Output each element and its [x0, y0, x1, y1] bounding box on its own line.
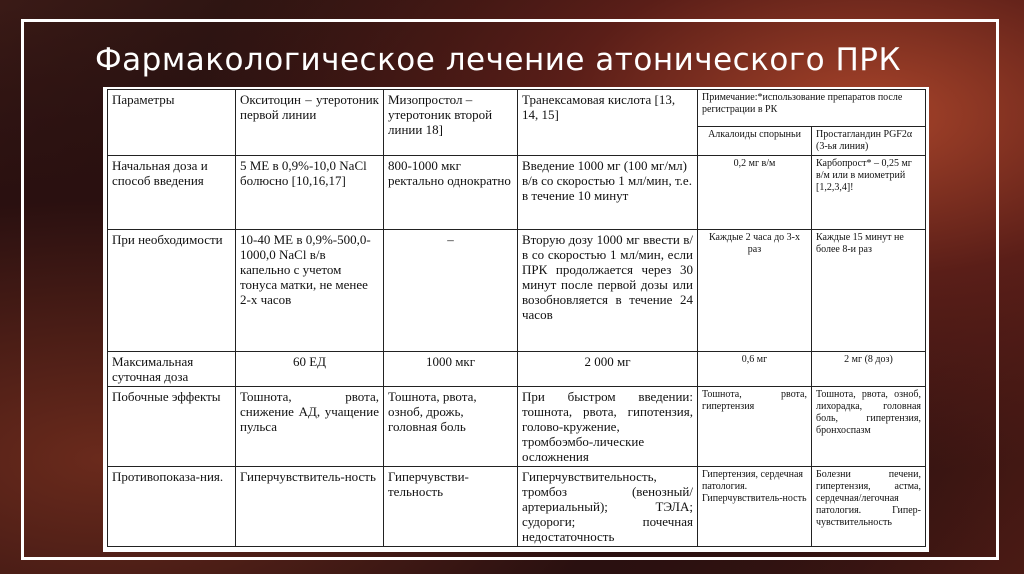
cell-ergot: Тошнота, рвота, гипертензия — [698, 387, 812, 467]
cell-param: Противопоказа-ния. — [108, 467, 236, 547]
cell-misoprostol: 800-1000 мкг ректально однократно — [384, 156, 518, 230]
cell-param: Начальная доза и способ введения — [108, 156, 236, 230]
header-row — [108, 90, 926, 127]
cell-prostaglandin: Каждые 15 минут не более 8-и раз — [812, 230, 926, 352]
cell-ergot: Каждые 2 часа до 3-х раз — [698, 230, 812, 352]
header-params: Параметры — [108, 90, 236, 156]
document-image — [103, 87, 929, 552]
header-tranexamic: Транексамовая кислота [13, 14, 15] — [518, 90, 698, 156]
cell-ergot: 0,2 мг в/м — [698, 156, 812, 230]
table-row — [108, 387, 926, 467]
cell-prostaglandin: Болезни печени, гипертензия, астма, сердечная/легочная патология. Гипер-чувствительность — [812, 467, 926, 547]
table-row — [108, 230, 926, 352]
cell-oxytocin: Гиперчувствитель-ность — [236, 467, 384, 547]
cell-oxytocin: 60 ЕД — [236, 352, 384, 387]
cell-tranexamic: 2 000 мг — [518, 352, 698, 387]
cell-ergot: Гипертензия, сердечная патология. Гиперчувствитель-ность — [698, 467, 812, 547]
treatment-table — [107, 89, 926, 547]
cell-oxytocin: 5 МЕ в 0,9%-10,0 NaCl болюсно [10,16,17] — [236, 156, 384, 230]
cell-misoprostol: – — [384, 230, 518, 352]
cell-oxytocin: Тошнота, рвота, снижение АД, учащение пульса — [236, 387, 384, 467]
cell-param: При необходимости — [108, 230, 236, 352]
table-row — [108, 156, 926, 230]
cell-prostaglandin: 2 мг (8 доз) — [812, 352, 926, 387]
header-prostaglandin: Простагландин PGF2α (3-ья линия) — [812, 127, 926, 156]
header-note: Примечание:*использование препаратов после регистрации в РК — [698, 90, 926, 127]
cell-tranexamic: Гиперчувствительность, тромбоз (венозный/артериальный); ТЭЛА; судороги; почечная недостаточность — [518, 467, 698, 547]
table-row — [108, 352, 926, 387]
header-ergot: Алкалоиды спорыньи — [698, 127, 812, 156]
cell-oxytocin: 10-40 МЕ в 0,9%-500,0-1000,0 NaCl в/в капельно с учетом тонуса матки, не менее 2-х часов — [236, 230, 384, 352]
cell-prostaglandin: Карбопрост* – 0,25 мг в/м или в миометрий [1,2,3,4]! — [812, 156, 926, 230]
cell-param: Побочные эффекты — [108, 387, 236, 467]
cell-param: Максимальная суточная доза — [108, 352, 236, 387]
cell-ergot: 0,6 мг — [698, 352, 812, 387]
cell-misoprostol: 1000 мкг — [384, 352, 518, 387]
header-misoprostol: Мизопростол – утеротоник второй линии 18] — [384, 90, 518, 156]
cell-tranexamic: Введение 1000 мг (100 мг/мл) в/в со скоростью 1 мл/мин, т.е. в течение 10 минут — [518, 156, 698, 230]
cell-misoprostol: Тошнота, рвота, озноб, дрожь, головная боль — [384, 387, 518, 467]
table-row — [108, 467, 926, 547]
cell-prostaglandin: Тошнота, рвота, озноб, лихорадка, головная боль, гипертензия, бронхоспазм — [812, 387, 926, 467]
cell-misoprostol: Гиперчувстви-тельность — [384, 467, 518, 547]
header-oxytocin: Окситоцин – утеротоник первой линии — [236, 90, 384, 156]
slide-title: Фармакологическое лечение атонического ПРК — [95, 42, 901, 78]
cell-tranexamic: При быстром введении: тошнота, рвота, гипотензия, голово-кружение, тромбоэмбо-лические осложнения — [518, 387, 698, 467]
cell-tranexamic: Вторую дозу 1000 мг ввести в/в со скоростью 1 мл/мин, если ПРК продолжается через 30 минут после первой дозы или возобновляется в течение 24 часов — [518, 230, 698, 352]
